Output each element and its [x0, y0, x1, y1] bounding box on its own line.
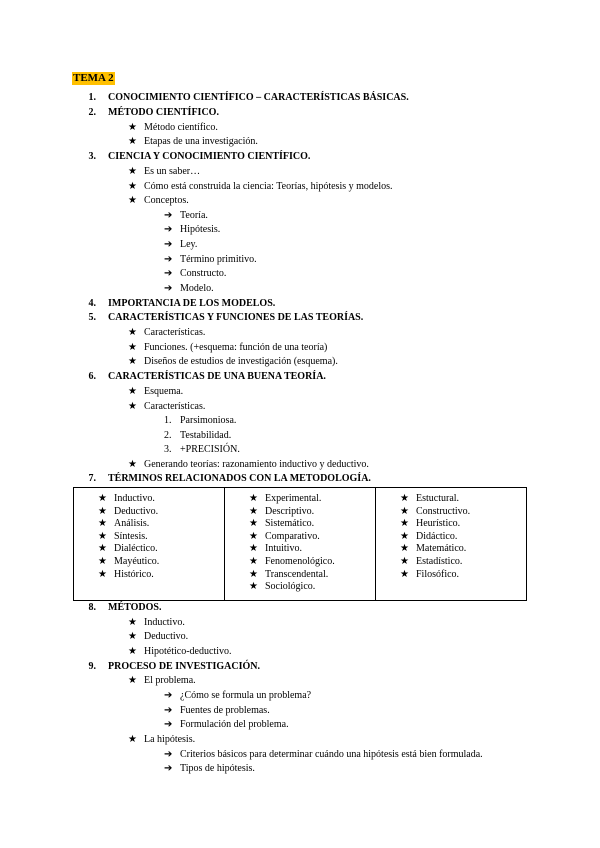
sub-item-number: 3. [164, 444, 172, 455]
section-number: 6. [88, 371, 96, 382]
list-item-text: Deductivo. [144, 631, 189, 642]
sub-list-item [164, 223, 221, 236]
sub-item-text: +PRECISIÓN. [180, 444, 240, 455]
list-item-text: Características. [144, 327, 206, 338]
term-text: Heurístico. [416, 518, 461, 530]
star-bullet-icon: ★ [249, 505, 258, 517]
term-item [376, 518, 526, 531]
sub-list-item [164, 762, 255, 775]
list-item-text: Cómo está construida la ciencia: Teorías, hipótesis y modelos. [144, 181, 393, 192]
list-item [128, 616, 185, 629]
section-number: 2. [88, 107, 96, 118]
sub-list-item-text: Fuentes de problemas. [180, 705, 270, 716]
arrow-bullet-icon: ➔ [164, 224, 173, 235]
list-item [128, 165, 201, 178]
star-bullet-icon: ★ [400, 568, 409, 580]
term-text: Síntesis. [114, 530, 148, 542]
star-bullet-icon: ★ [98, 543, 107, 555]
star-bullet-icon: ★ [128, 122, 137, 133]
sub-list-item-text: Hipótesis. [180, 224, 221, 235]
list-item-text: Inductivo. [144, 617, 185, 628]
sub-item-number: 2. [164, 430, 172, 441]
term-text: Sistemático. [265, 518, 315, 530]
term-item [74, 569, 224, 582]
list-item-text: Método científico. [144, 122, 218, 133]
sub-list-item-text: ¿Cómo se formula un problema? [180, 690, 312, 701]
term-text: Sociológico. [265, 581, 316, 593]
star-bullet-icon: ★ [128, 617, 137, 628]
term-text: Didáctico. [416, 530, 458, 542]
star-bullet-icon: ★ [128, 401, 137, 412]
arrow-bullet-icon: ➔ [164, 210, 173, 221]
sub-list-item [164, 209, 208, 222]
sub-list-item [164, 253, 257, 266]
sub-list-item [164, 282, 214, 295]
document-title: TEMA 2 [73, 72, 114, 84]
star-bullet-icon: ★ [400, 530, 409, 542]
term-text: Constructivo. [416, 505, 471, 517]
term-item [225, 506, 375, 519]
sub-item-number: 1. [164, 415, 172, 426]
term-item [376, 531, 526, 544]
list-item [128, 180, 393, 193]
star-bullet-icon: ★ [400, 505, 409, 517]
sub-list-item [164, 704, 270, 717]
arrow-bullet-icon: ➔ [164, 705, 173, 716]
star-bullet-icon: ★ [400, 555, 409, 567]
sub-list-item [164, 238, 198, 251]
section-number: 1. [88, 92, 96, 103]
term-text: Estuctural. [416, 493, 460, 504]
section-heading: PROCESO DE INVESTIGACIÓN. [108, 661, 260, 672]
term-text: Fenomenológico. [265, 555, 335, 567]
sub-list-item-text: Formulación del problema. [180, 719, 289, 730]
terms-column-2 [225, 488, 376, 601]
star-bullet-icon: ★ [98, 518, 107, 530]
star-bullet-icon: ★ [128, 631, 137, 642]
star-bullet-icon: ★ [400, 518, 409, 530]
term-item [74, 518, 224, 531]
list-item [128, 121, 218, 134]
list-item-text: Diseños de estudios de investigación (esquema). [144, 356, 338, 367]
star-bullet-icon: ★ [249, 493, 258, 504]
term-text: Mayéutico. [114, 555, 160, 567]
list-item [128, 194, 189, 207]
sub-list-item [164, 689, 312, 702]
star-bullet-icon: ★ [400, 493, 409, 504]
star-bullet-icon: ★ [98, 530, 107, 542]
term-item [225, 518, 375, 531]
term-text: Transcendental. [265, 568, 329, 580]
term-text: Análisis. [114, 518, 150, 530]
star-bullet-icon: ★ [400, 543, 409, 555]
sub-list-item [164, 718, 289, 731]
star-bullet-icon: ★ [249, 518, 258, 530]
arrow-bullet-icon: ➔ [164, 283, 173, 294]
section-heading: CONOCIMIENTO CIENTÍFICO – CARACTERÍSTICAS BÁSICAS. [108, 92, 409, 103]
arrow-bullet-icon: ➔ [164, 239, 173, 250]
term-text: Inductivo. [114, 493, 155, 504]
sub-item-text: Testabilidad. [180, 430, 232, 441]
section-heading: MÉTODOS. [108, 602, 162, 613]
term-text: Comparativo. [265, 530, 320, 542]
term-item [225, 493, 375, 506]
term-item [74, 493, 224, 506]
arrow-bullet-icon: ➔ [164, 763, 173, 774]
section-number: 5. [88, 312, 96, 323]
arrow-bullet-icon: ➔ [164, 749, 173, 760]
list-item-text: El problema. [144, 675, 196, 686]
term-text: Matemático. [416, 543, 467, 555]
section-number: 3. [88, 151, 96, 162]
list-item [128, 326, 206, 339]
star-bullet-icon: ★ [128, 166, 137, 177]
term-item [74, 556, 224, 569]
term-item [225, 531, 375, 544]
section-number: 4. [88, 298, 96, 309]
star-bullet-icon: ★ [128, 342, 137, 353]
section-heading: CARACTERÍSTICAS DE UNA BUENA TEORÍA. [108, 371, 326, 382]
section-heading: TÉRMINOS RELACIONADOS CON LA METODOLOGÍA. [108, 473, 371, 484]
star-bullet-icon: ★ [128, 327, 137, 338]
term-text: Deductivo. [114, 505, 159, 517]
numbered-sub-item [164, 414, 237, 427]
list-item-text: Es un saber… [144, 166, 201, 177]
list-item-text: Esquema. [144, 386, 184, 397]
list-item-text: Características. [144, 401, 206, 412]
list-item [128, 355, 338, 368]
terms-column-1 [74, 488, 225, 601]
list-item [128, 135, 258, 148]
list-item [128, 645, 232, 658]
list-item-text: Etapas de una investigación. [144, 136, 258, 147]
sub-list-item-text: Criterios básicos para determinar cuándo una hipótesis está bien formulada. [180, 749, 483, 760]
arrow-bullet-icon: ➔ [164, 254, 173, 265]
sub-item-text: Parsimoniosa. [180, 415, 237, 426]
term-text: Descriptivo. [265, 505, 315, 517]
arrow-bullet-icon: ➔ [164, 719, 173, 730]
section-heading: CIENCIA Y CONOCIMIENTO CIENTÍFICO. [108, 151, 311, 162]
section-heading: IMPORTANCIA DE LOS MODELOS. [108, 298, 276, 309]
term-item [376, 543, 526, 556]
terms-column-3 [376, 488, 527, 601]
star-bullet-icon: ★ [98, 493, 107, 504]
sub-list-item-text: Ley. [180, 239, 198, 250]
term-item [74, 531, 224, 544]
term-text: Filosófico. [416, 568, 460, 580]
list-item [128, 400, 206, 413]
list-item [128, 341, 328, 354]
list-item-text: Funciones. (+esquema: función de una teoría) [144, 342, 328, 353]
term-item [225, 556, 375, 569]
term-item [74, 543, 224, 556]
term-text: Dialéctico. [114, 543, 158, 555]
term-item [376, 556, 526, 569]
sub-list-item [164, 748, 483, 761]
star-bullet-icon: ★ [128, 734, 137, 745]
term-item [376, 569, 526, 582]
star-bullet-icon: ★ [128, 181, 137, 192]
section-number: 7. [88, 473, 96, 484]
numbered-sub-item [164, 443, 240, 456]
sub-list-item-text: Modelo. [180, 283, 214, 294]
star-bullet-icon: ★ [98, 505, 107, 517]
arrow-bullet-icon: ➔ [164, 268, 173, 279]
star-bullet-icon: ★ [249, 568, 258, 580]
list-item [128, 733, 196, 746]
star-bullet-icon: ★ [128, 356, 137, 367]
sub-list-item-text: Tipos de hipótesis. [180, 763, 255, 774]
term-item [376, 506, 526, 519]
star-bullet-icon: ★ [98, 555, 107, 567]
section-heading: MÉTODO CIENTÍFICO. [108, 107, 219, 118]
sub-list-item-text: Constructo. [180, 268, 227, 279]
star-bullet-icon: ★ [128, 675, 137, 686]
list-item [128, 458, 369, 471]
star-bullet-icon: ★ [249, 581, 258, 593]
term-item [225, 543, 375, 556]
star-bullet-icon: ★ [249, 530, 258, 542]
star-bullet-icon: ★ [128, 459, 137, 470]
star-bullet-icon: ★ [128, 195, 137, 206]
list-item-text: La hipótesis. [144, 734, 196, 745]
sub-list-item-text: Teoría. [180, 210, 208, 221]
sub-list-item [164, 267, 227, 280]
section-number: 8. [88, 602, 96, 613]
star-bullet-icon: ★ [249, 555, 258, 567]
list-item [128, 630, 189, 643]
numbered-sub-item [164, 429, 232, 442]
star-bullet-icon: ★ [128, 136, 137, 147]
list-item [128, 674, 196, 687]
list-item-text: Hipotético-deductivo. [144, 646, 232, 657]
star-bullet-icon: ★ [98, 568, 107, 580]
term-text: Experimental. [265, 493, 322, 504]
sub-list-item-text: Término primitivo. [180, 254, 257, 265]
star-bullet-icon: ★ [249, 543, 258, 555]
term-item [225, 581, 375, 594]
term-item [376, 493, 526, 506]
star-bullet-icon: ★ [128, 646, 137, 657]
list-item [128, 385, 184, 398]
section-number: 9. [88, 661, 96, 672]
star-bullet-icon: ★ [128, 386, 137, 397]
section-heading: CARACTERÍSTICAS Y FUNCIONES DE LAS TEORÍAS. [108, 312, 364, 323]
term-text: Histórico. [114, 568, 154, 580]
list-item-text: Generando teorías: razonamiento inductivo y deductivo. [144, 459, 369, 470]
terms-table [73, 487, 527, 601]
term-text: Intuitivo. [265, 543, 302, 555]
term-item [225, 569, 375, 582]
term-item [74, 506, 224, 519]
arrow-bullet-icon: ➔ [164, 690, 173, 701]
list-item-text: Conceptos. [144, 195, 189, 206]
term-text: Estadístico. [416, 555, 463, 567]
